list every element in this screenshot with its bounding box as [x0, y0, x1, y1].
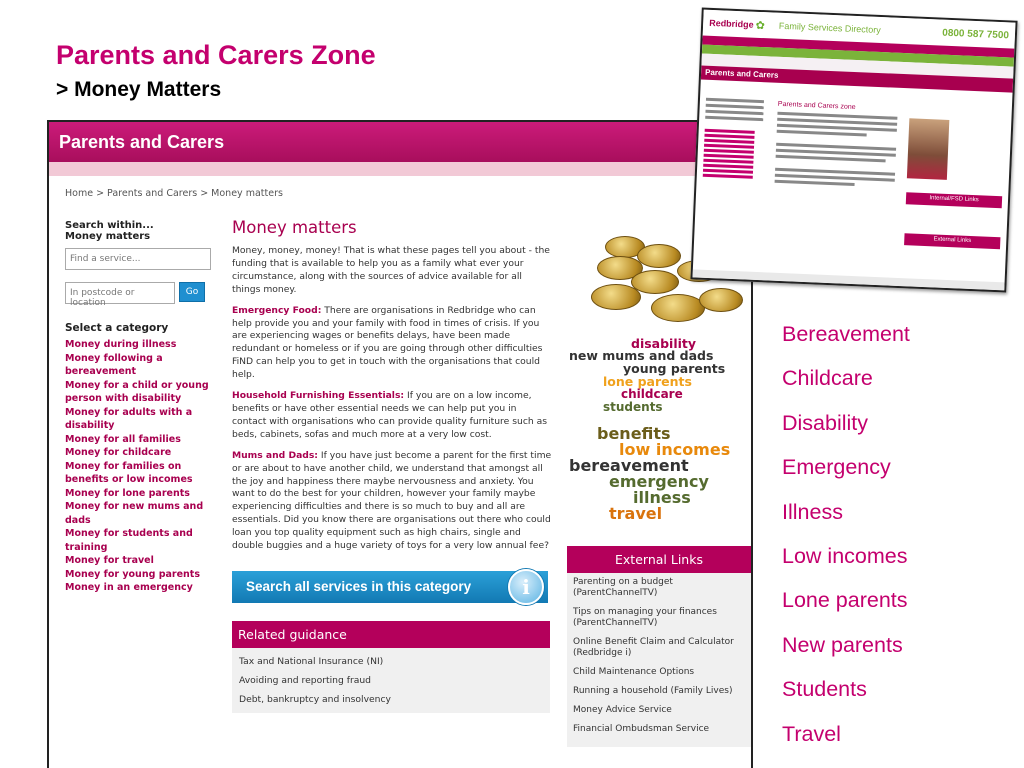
mums-text: If you have just become a parent for the first time or are about to have another child, we understand that amongst all the joy and happiness there maybe nervousness and anxiety. You want to do the best for your children, however your family maybe experiencing difficulties and there is so much to buy and all are essentials. Did you know there are organisations out there who could loan you top quality equipment such as high chairs, single and double buggies and a huge variety of toys for a very low annual fee? [232, 449, 552, 552]
furnishing-paragraph [232, 390, 552, 442]
category-title: Select a category [65, 322, 169, 334]
line [703, 174, 753, 179]
external-link[interactable]: Financial Ombudsman Service [573, 724, 710, 734]
page-header: Parents and Carers [49, 122, 751, 162]
topic-item: Childcare [782, 366, 873, 391]
emergency-label: Emergency Food: [232, 304, 322, 316]
related-guidance-list [232, 648, 550, 713]
category-link[interactable]: Money for childcare [65, 447, 172, 458]
info-icon: i [508, 569, 544, 605]
related-guidance-link[interactable]: Debt, bankruptcy and insolvency [239, 693, 391, 705]
slide-title: Parents and Carers Zone [56, 40, 376, 70]
category-link[interactable]: Money following a bereavement [65, 352, 163, 377]
category-link[interactable]: Money for all families [65, 433, 181, 445]
page-title: Money matters [232, 218, 357, 237]
search-title-line1: Search within... [65, 220, 154, 231]
category-link[interactable]: Money during illness [65, 339, 177, 350]
thumbnail-sidebar [703, 98, 766, 181]
category-list [65, 338, 220, 595]
word-cloud-word: childcare [621, 387, 683, 401]
thumbnail-body [693, 80, 1012, 273]
category-link[interactable]: Money for new mums and dads [65, 501, 204, 526]
postcode-input[interactable]: In postcode or location [65, 282, 175, 304]
line [777, 130, 867, 137]
category-link[interactable]: Money for a child or young person with disability [65, 379, 209, 404]
word-cloud-image [567, 336, 751, 550]
line [776, 155, 886, 163]
related-guidance-link[interactable]: Avoiding and reporting fraud [239, 674, 372, 686]
topic-item: Low incomes [782, 544, 908, 569]
topic-item: Students [782, 677, 867, 702]
thumbnail-main [774, 101, 902, 191]
external-links-title: External Links [567, 546, 751, 573]
external-link[interactable]: Online Benefit Claim and Calculator (Redbridge i) [573, 637, 734, 658]
related-guidance-link[interactable]: Tax and National Insurance (NI) [239, 655, 384, 667]
category-link[interactable]: Money for lone parents [65, 487, 190, 499]
word-cloud-word: bereavement [569, 456, 689, 475]
category-link[interactable]: Money for young parents [65, 568, 200, 580]
related-guidance-panel [232, 621, 550, 713]
search-all-label: Search all services in this category [246, 578, 472, 594]
external-links-panel [567, 546, 751, 747]
intro-paragraph: Money, money, money! That is what these pages tell you about - the funding that is available to help you as a family what ever your circumstance, along with the sources of advice available for all things money. [232, 245, 550, 295]
service-search-input[interactable]: Find a service... [65, 248, 211, 270]
go-button[interactable]: Go [179, 282, 205, 302]
coin [637, 244, 681, 268]
emergency-paragraph [232, 305, 552, 382]
external-link[interactable]: Money Advice Service [573, 705, 672, 715]
topic-item: Emergency [782, 455, 891, 480]
slide-subtitle: > Money Matters [56, 78, 222, 101]
external-link[interactable]: Running a household (Family Lives) [573, 686, 733, 696]
line [706, 98, 764, 103]
coin [591, 284, 641, 310]
line [706, 104, 764, 109]
category-link[interactable]: Money in an emergency [65, 582, 193, 593]
money-matters-page-screenshot [47, 120, 753, 768]
parents-zone-thumbnail [690, 8, 1017, 293]
topic-item: Travel [782, 721, 841, 746]
redbridge-logo: Redbridge [708, 17, 754, 30]
line [775, 180, 855, 186]
line [705, 116, 763, 121]
external-link[interactable]: Child Maintenance Options [573, 667, 695, 677]
external-links-list [567, 573, 751, 747]
external-link[interactable]: Tips on managing your finances (ParentChannelTV) [573, 607, 717, 628]
internal-links-box: Internal/FSD Links [906, 192, 1002, 208]
main-content [232, 218, 552, 713]
line [705, 110, 763, 115]
header-band [49, 162, 751, 176]
search-title-line2: Money matters [65, 231, 151, 242]
category-link[interactable]: Money for travel [65, 555, 154, 566]
category-link[interactable]: Money for adults with a disability [65, 406, 193, 431]
category-link[interactable]: Money for students and training [65, 528, 193, 553]
furnishing-label: Household Furnishing Essentials: [232, 390, 405, 402]
directory-title: Family Services Directory [778, 20, 882, 36]
word-cloud-word: emergency [609, 472, 709, 491]
postcode-row [65, 282, 220, 308]
zone-title: Parents and Carers zone [777, 100, 856, 112]
leaf-icon: ✿ [755, 19, 766, 32]
topic-item: Bereavement [782, 322, 910, 346]
word-cloud-word: low incomes [619, 440, 731, 459]
mums-paragraph [232, 450, 552, 553]
topic-item: Illness [782, 499, 843, 524]
coin [651, 294, 705, 322]
parent-child-photo [907, 118, 949, 180]
left-column [65, 220, 220, 595]
related-guidance-title: Related guidance [232, 621, 550, 648]
search-all-services-button[interactable] [232, 571, 548, 603]
emergency-text: There are organisations in Redbridge who can help provide you and your family with food in times of crisis. If you are experiencing wages or benefits delays, have been made redundant or homeless or if you are going through other difficulties FiND can help you to get in touch with the organisations that could help. [232, 304, 543, 381]
word-cloud-word: students [603, 400, 663, 414]
mums-label: Mums and Dads: [232, 449, 318, 461]
line [704, 144, 754, 149]
breadcrumb[interactable]: Home > Parents and Carers > Money matters [65, 188, 283, 199]
external-links-box: External Links [904, 233, 1000, 249]
topic-item: Lone parents [782, 588, 908, 613]
word-cloud-word: young parents [623, 361, 726, 376]
word-cloud-word: travel [609, 504, 663, 523]
external-link[interactable]: Parenting on a budget (ParentChannelTV) [573, 577, 673, 598]
phone-number: 0800 587 7500 [942, 27, 1010, 41]
thumbnail-band: Parents and Carers [701, 66, 1013, 93]
category-link[interactable]: Money for families on benefits or low incomes [65, 460, 193, 485]
coin [699, 288, 743, 312]
topic-item: New parents [782, 632, 903, 657]
topic-item: Disability [782, 410, 869, 435]
word-cloud-word: disability [631, 336, 697, 351]
search-title [65, 220, 220, 242]
topic-list [782, 312, 910, 756]
word-cloud-word: benefits [597, 424, 671, 443]
word-cloud-word: illness [633, 488, 691, 507]
word-cloud-word: lone parents [603, 374, 692, 389]
word-cloud-word: new mums and dads [569, 348, 714, 363]
furnishing-text: If you are on a low income, benefits or have other essential needs we can help put you in contact with organisations who can provide quality furniture such as beds, cabinets, sofas and much more at a very low cost. [232, 390, 548, 440]
